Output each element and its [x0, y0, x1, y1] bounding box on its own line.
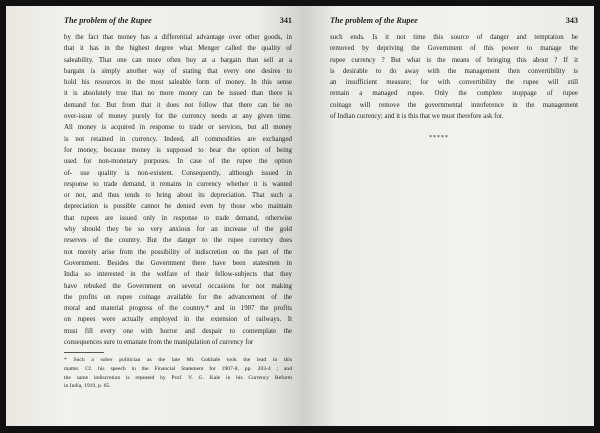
text-line: moral and material progress of the country.* and in 1907 the profits — [64, 305, 292, 313]
text-line: on rupees were actually employed in the extension of railways. It — [64, 316, 292, 324]
text-line: or not, and thus tends to bring about its depreciation. That such a — [64, 192, 292, 200]
text-line: consequences sure to emanate from the manipulation of currency for — [64, 339, 254, 347]
text-line: must fill every one with horror and despair to contemplate the — [64, 327, 292, 335]
text-line: of Indian currency; and it is this that we must therefore ask for. — [330, 113, 504, 121]
text-line: the profits on rupee coinage available for the advancement of the — [64, 293, 292, 301]
left-page-number: 341 — [279, 16, 292, 25]
right-page — [302, 6, 594, 426]
text-line: reserves of the country. But the danger to the rupee currency does — [64, 237, 292, 245]
text-line: response to trade demand, it remains in currency whether it is wanted — [64, 180, 292, 188]
left-page — [6, 6, 302, 426]
footnote-divider — [64, 352, 104, 353]
text-line: India so interested in the welfare of their fellow-subjects that they — [64, 271, 292, 279]
text-line: All money is acquired in response to trade or services, but all money — [64, 124, 292, 132]
right-running-head — [330, 16, 578, 28]
text-line: depreciation is possible cannot be denied even by those who maintain — [64, 203, 292, 211]
text-line: that rupees are issued only in response to trade demand, otherwise — [64, 214, 292, 222]
text-line: saleability. That one can more often buy at a bargain than sell at a — [64, 56, 292, 64]
right-running-title: The problem of the Rupee — [330, 16, 418, 25]
text-line: an insufficient measure; for with convertibility the rupee will still — [330, 79, 578, 87]
text-line: is desirable to do away with the management then convertibility is — [330, 67, 578, 75]
text-line: why should they be so very anxious for an increase of the gold — [64, 226, 292, 234]
section-ornament: ***** — [429, 135, 449, 142]
text-line: rupee currency ? But what is the means of bringing this about ? If it — [330, 56, 578, 64]
left-body-text — [64, 32, 292, 348]
left-footnote — [64, 356, 292, 390]
text-line: Government. Besides the Government there have been statesmen in — [64, 259, 292, 267]
text-line: remain a managed rupee. Only the complete stoppage of rupee — [330, 90, 578, 98]
text-line: demand for. But from that it does not follow that there can be no — [64, 101, 292, 109]
footnote-line: in India, 1919, p. 65. — [64, 383, 111, 390]
text-line: that it has in the highest degree what Menger called the quality of — [64, 45, 292, 53]
text-line: hold his resources in the most saleable form of money. In this sense — [64, 79, 292, 87]
footnote-line: matter. Cf. his speech in the Financial Statement for 1907-8, pp. 203-4 ; and — [64, 365, 292, 372]
text-line: it is absolutely true that no more money can be issued than there is — [64, 90, 292, 98]
text-line: used for non-monetary purposes. In case of the rupee the option — [64, 158, 292, 166]
text-line: is not retained in currency. Indeed, all commodities are exchanged — [64, 135, 292, 143]
left-running-head — [64, 16, 292, 28]
footnote-line: * Such a sober politician as the late Mr. Gokhale took the lead in this — [64, 357, 292, 364]
text-line: bargain is simply another way of stating that every one desires to — [64, 67, 292, 75]
right-body-text — [330, 32, 578, 122]
right-page-number: 343 — [565, 16, 578, 25]
text-line: of- use quality is non-existent. Consequently, although issued in — [64, 169, 292, 177]
text-line: for money, because money is supposed to bear the option of being — [64, 146, 292, 154]
left-running-title: The problem of the Rupee — [64, 16, 152, 25]
text-line: such ends. Is it not time this source of danger and temptation be — [330, 34, 578, 41]
footnote-line: the same indiscretion is repeated by Prof. V. G. Kale in his Currency Reform — [64, 374, 292, 381]
text-line: removed by depriving the Government of this power to manage the — [330, 45, 578, 53]
text-line: not merely arise from the possibility of indiscretion on the part of the — [64, 248, 292, 256]
text-line: by the fact that money has a differential advantage over other goods, in — [64, 34, 292, 41]
text-line: coinage will remove the governmental interference in the management — [330, 101, 578, 109]
text-line: over-issue of money purely for the currency needs at any given time. — [64, 113, 292, 121]
text-line: have rebuked the Government on several occasions for not making — [64, 282, 292, 290]
